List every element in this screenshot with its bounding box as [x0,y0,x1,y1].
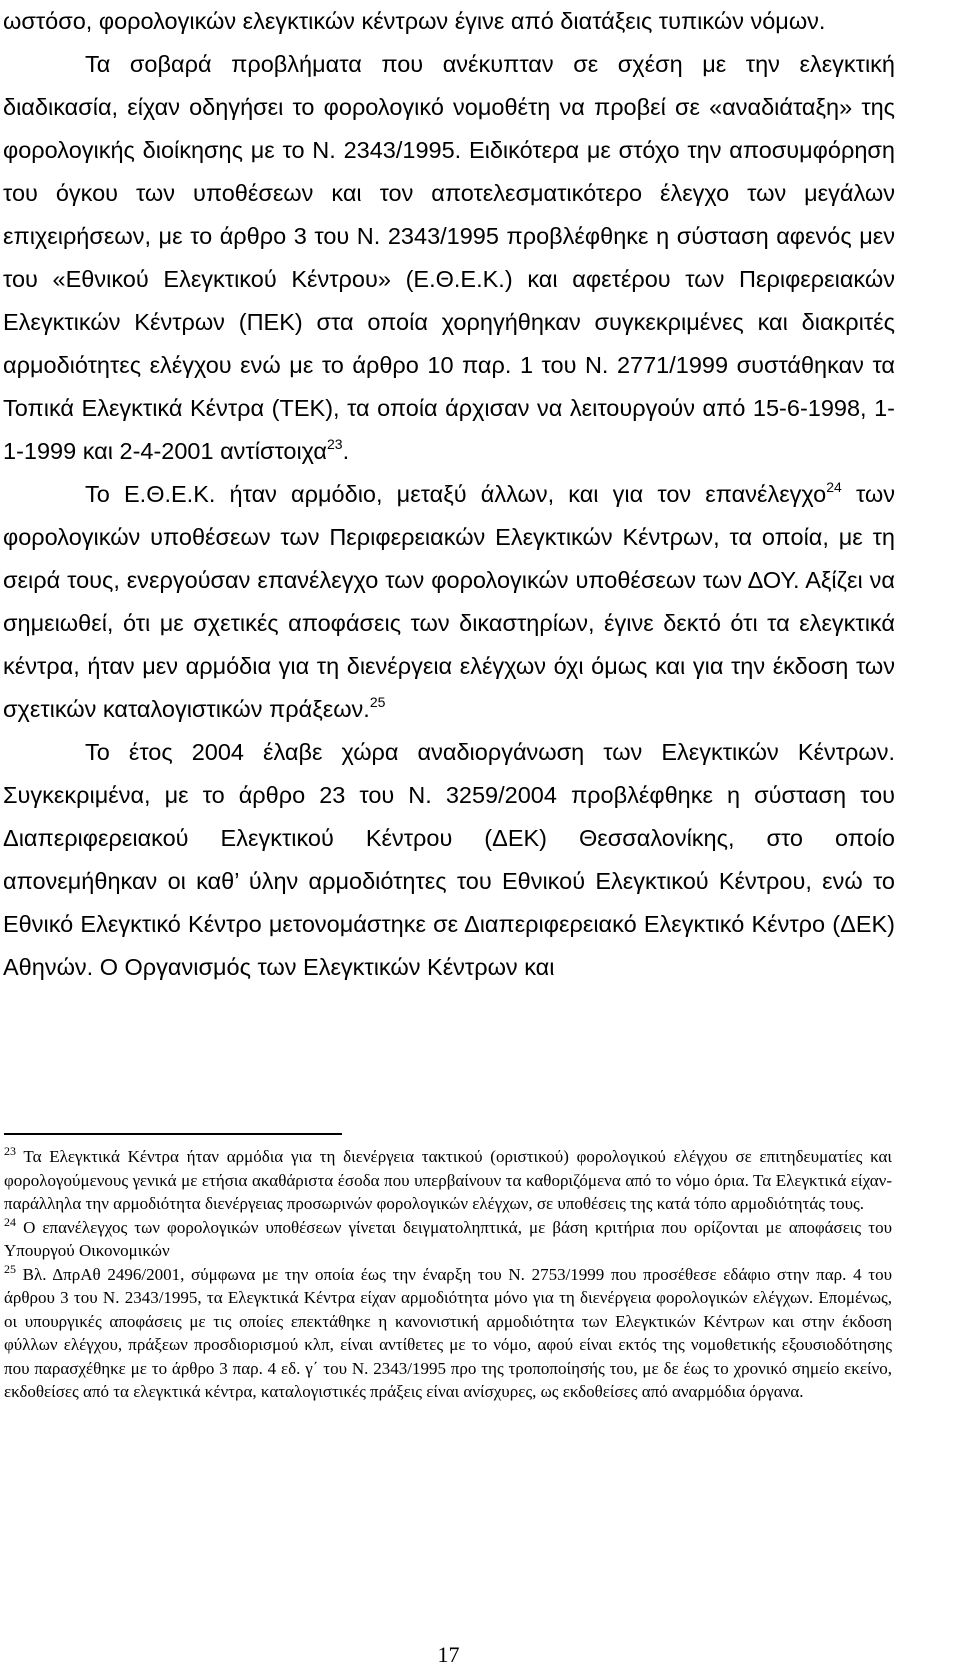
paragraph-1: ωστόσο, φορολογικών ελεγκτικών κέντρων έγινε από διατάξεις τυπικών νόμων. [3,8,826,34]
footnote-25: $^{25}$ Βλ. ΔπρΑθ 2496/2001, σύμφωνα με την οποία έως την έναρξη του Ν. 2753/1999 που προσέθεσε εδάφιο στην παρ. 4 του άρθρου 3 του Ν. 2343/1995, τα Ελεγκτικά Κέντρα είχαν αρμοδιότητα μόνο για τη διενέργεια φορολογικών ελέγχων. Επομένως, οι υπουργικές αποφάσεις με τις οποίες επεκτάθηκε η κανονιστική αρμοδιότητα των Ελεγκτικών Κέντρων και στην έκδοση φύλλων ελέγχου, πράξεων προσδιορισμού κλπ, είναι αντίθετες με το νόμο, αφού είναι εκτός της νομοθετικής εξουσιοδότησης που παρασχέθηκε με το άρθρο 3 παρ. 4 εδ. γ΄ του Ν. 2343/1995 προ της τροποποίησής του, με δε έως το χρονικό σημείο εκείνο, εκδοθείσες από τα ελεγκτικά κέντρα, καταλογιστικές πράξεις είναι ανίσχυρες, ως εκδοθείσες από αναρμόδια όργανα. [4,1261,892,1401]
footnote-24: $^{24}$ Ο επανέλεγχος των φορολογικών υποθέσεων γίνεται δειγματοληπτικά, με βάση κριτήρια που ορίζονται με αποφάσεις του Υπουργού Οικονομικών [4,1214,892,1260]
paragraph-3: Το Ε.Θ.Ε.Κ. ήταν αρμόδιο, μεταξύ άλλων, και για τον επανέλεγχο$^{24}$ των φορολογικών υποθέσεων των Περιφερειακών Ελεγκτικών Κέντρων, τα οποία, με τη σειρά τους, ενεργούσαν επανέλεγχο των φορολογικών υποθέσεων των ΔΟΥ. Αξίζει να σημειωθεί, ότι με σχετικές αποφάσεις των δικαστηρίων, έγινε δεκτό ότι τα ελεγκτικά κέντρα, ήταν μεν αρμόδια για τη διενέργεια ελέγχων όχι όμως και για την έκδοση των σχετικών καταλογιστικών πράξεων.$^{25}$ [3,479,895,722]
paragraph-4: Το έτος 2004 έλαβε χώρα αναδιοργάνωση των Ελεγκτικών Κέντρων. Συγκεκριμένα, με το άρθρο 23 του Ν. 3259/2004 προβλέφθηκε η σύσταση του Διαπεριφερειακού Ελεγκτικού Κέντρου (ΔΕΚ) Θεσσαλονίκης, στο οποίο απονεμήθηκαν οι καθ’ ύλην αρμοδιότητες του Εθνικού Ελεγκτικού Κέντρου, ενώ το Εθνικό Ελεγκτικό Κέντρο μετονομάστηκε σε Διαπεριφερειακό Ελεγκτικό Κέντρο (ΔΕΚ) Αθηνών. Ο Οργανισμός των Ελεγκτικών Κέντρων και [3,739,895,980]
footnote-ref-24[interactable]: 24 [826,479,842,495]
footnote-separator [4,1133,342,1135]
footnote-ref-23[interactable]: 23 [326,436,343,452]
main-text [3,0,895,989]
footnote-ref-25[interactable]: 25 [369,694,386,710]
paragraph-2: Τα σοβαρά προβλήματα που ανέκυπταν σε σχέση με την ελεγκτική διαδικασία, είχαν οδηγήσει το φορολογικό νομοθέτη να προβεί σε «αναδιάταξη» της φορολογικής διοίκησης με το Ν. 2343/1995. Ειδικότερα με στόχο την αποσυμφόρηση του όγκου των υποθέσεων και τον αποτελεσματικότερο έλεγχο των μεγάλων επιχειρήσεων, με το άρθρο 3 του Ν. 2343/1995 προβλέφθηκε η σύσταση αφενός μεν του «Εθνικού Ελεγκτικού Κέντρου» (Ε.Θ.Ε.Κ.) και αφετέρου των Περιφερειακών Ελεγκτικών Κέντρων (ΠΕΚ) στα οποία χορηγήθηκαν συγκεκριμένες και διακριτές αρμοδιότητες ελέγχου ενώ με το άρθρο 10 παρ. 1 του Ν. 2771/1999 συστάθηκαν τα Τοπικά Ελεγκτικά Κέντρα (ΤΕΚ), τα οποία άρχισαν να λειτουργούν από 15-6-1998, 1-1-1999 και 2-4-2001 αντίστοιχα$^{23}$. [3,51,895,464]
footnotes [4,1145,892,1404]
footnote-23: $^{23}$ Τα Ελεγκτικά Κέντρα ήταν αρμόδια για τη διενέργεια τακτικού (οριστικού) φορολογικού ελέγχου σε επιτηδευματίες και φορολογούμενους γενικά με ετήσια ακαθάριστα έσοδα που υπερβαίνουν τα καθοριζόμενα από το νόμο όρια. Τα Ελεγκτικά είχαν- παράλληλα την αρμοδιότητα διενέργειας προσωρινών φορολογικών ελέγχων, σε υποθέσεις της κατά τόπο αρμοδιότητάς τους. [4,1144,892,1213]
page-number: 17 [437,1642,460,1667]
